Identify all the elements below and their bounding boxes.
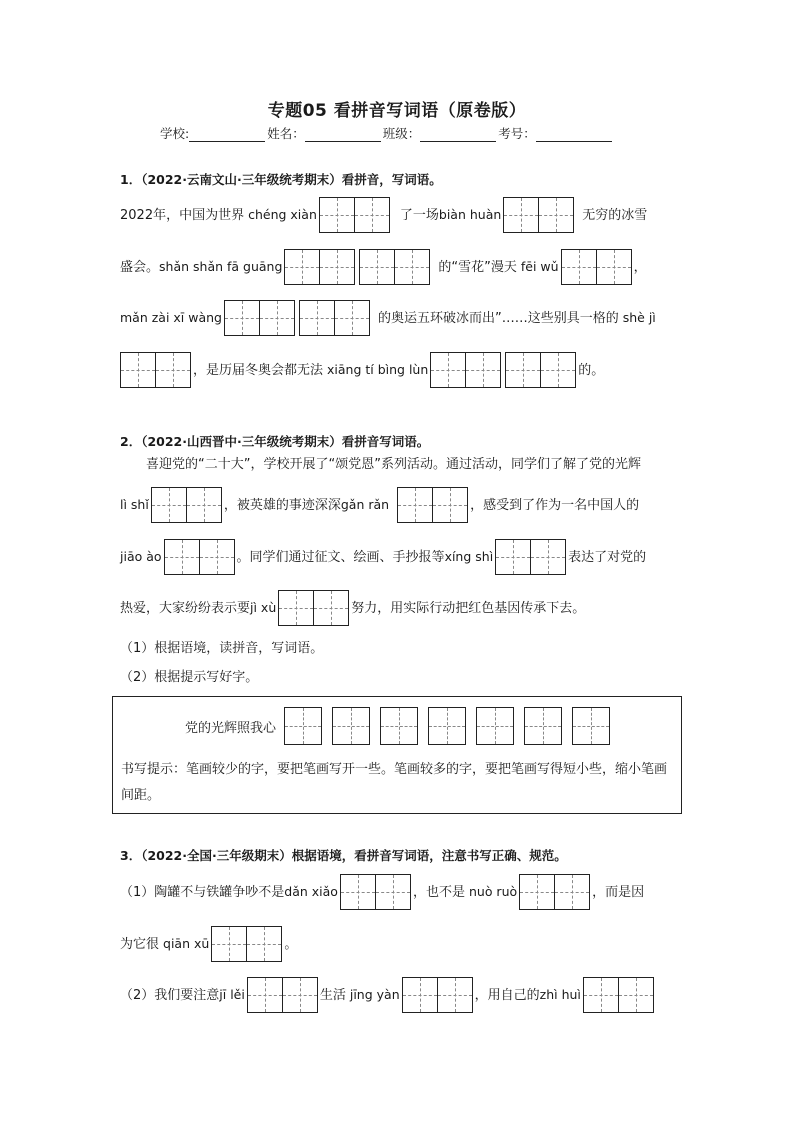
q1-answer-grid-manzaixiwang[interactable]	[224, 300, 295, 336]
q2-text: 努力，用实际行动把红色基因传承下去。	[351, 600, 586, 616]
practice-row	[185, 707, 612, 745]
practice-label: 党的光辉照我心	[185, 720, 277, 736]
q2-pinyin-xingshi: xíng shì	[444, 548, 494, 564]
name-blank[interactable]	[305, 127, 381, 142]
q2-sub-2: （2）根据提示写好字。	[120, 670, 259, 685]
q2-text: 热爱，大家纷纷表示要	[120, 600, 251, 616]
q2-answer-grid-xingshi[interactable]	[495, 539, 566, 575]
q1-pinyin-sheji: shè jì	[622, 309, 656, 325]
class-label: 班级：	[382, 126, 421, 141]
q3-text: 。	[284, 936, 298, 952]
q3-answer-grid-zhihui[interactable]	[583, 977, 654, 1013]
q2-answer-grid-ganran[interactable]	[397, 487, 468, 523]
q1-text: ，	[633, 259, 647, 275]
q3-line-1	[120, 874, 644, 910]
practice-cell[interactable]	[284, 707, 322, 745]
q1-line-2	[120, 249, 647, 285]
q2-answer-grid-lishi[interactable]	[151, 487, 222, 523]
q3-pinyin-danxiao: dǎn xiǎo	[284, 883, 338, 899]
practice-cell[interactable]	[524, 707, 562, 745]
q1-answer-grid-xiangtibinglun-2[interactable]	[505, 352, 576, 388]
q1-pinyin-bianhuan: biàn huàn	[438, 206, 502, 222]
q3-text: ，用自己的	[474, 987, 540, 1003]
q3-pinyin-nuoruo: nuò ruò	[468, 883, 518, 899]
q3-answer-grid-danxiao[interactable]	[340, 874, 411, 910]
writing-tip: 书写提示：笔画较少的字，要把笔画写开一些。笔画较多的字，要把笔画写得短小些，缩小笔画间距。	[121, 762, 668, 803]
q2-text: ，感受到了作为一名中国人的	[470, 497, 640, 513]
q1-text: 2022年，中国为世界	[120, 207, 245, 223]
q2-answer-grid-jixu[interactable]	[278, 590, 349, 626]
q1-answer-grid-feiwu[interactable]	[561, 249, 632, 285]
q3-line-3	[120, 977, 656, 1013]
q2-pinyin-jiaoao: jiāo ào	[120, 548, 162, 564]
q3-text: 生活	[319, 987, 346, 1003]
q2-answer-grid-jiaoao[interactable]	[164, 539, 235, 575]
q3-answer-grid-nuoruo[interactable]	[519, 874, 590, 910]
q2-text: 表达了对党的	[568, 549, 647, 565]
q1-line-1	[120, 197, 647, 233]
q2-text: ，被英雄的事迹深深	[223, 497, 341, 513]
q1-answer-grid-xiangtibinglun[interactable]	[430, 352, 501, 388]
q2-line-3	[120, 590, 585, 626]
q1-text: 的。	[578, 362, 605, 378]
q2-heading: 2．（2022·山西晋中·三年级统考期末）看拼音写词语。	[120, 434, 430, 449]
q1-answer-grid-manzaixiwang-2[interactable]	[299, 300, 370, 336]
q1-text: 的奥运五环破冰而出”……这些别具一格的	[377, 310, 619, 326]
q3-pinyin-jilei: jī lěi	[219, 986, 245, 1002]
q3-text: （2）我们要注意	[120, 987, 220, 1003]
handwriting-practice-box	[112, 696, 682, 814]
q3-text: ，而是因	[592, 884, 645, 900]
class-blank[interactable]	[420, 127, 496, 142]
q1-text: ，是历届冬奥会都无法	[193, 362, 324, 378]
school-blank[interactable]	[189, 127, 265, 142]
practice-cell[interactable]	[332, 707, 370, 745]
q1-pinyin-shanshanfaguang: shǎn shǎn fā guāng	[159, 258, 283, 274]
q2-pinyin-lishi: lì shǐ	[120, 496, 149, 512]
q3-answer-grid-jilei[interactable]	[247, 977, 318, 1013]
q1-pinyin-xiangtibinglun: xiāng tí bìng lùn	[327, 361, 429, 377]
q1-text: 无穷的冰雪	[582, 207, 648, 223]
practice-cell[interactable]	[572, 707, 610, 745]
q1-answer-grid-chengxian[interactable]	[319, 197, 390, 233]
q3-answer-grid-qianxu[interactable]	[211, 926, 282, 962]
q2-text: 。同学们通过征文、绘画、手抄报等	[236, 549, 445, 565]
q2-line-2	[120, 539, 646, 575]
q2-text: 喜迎党的“二十大”，学校开展了“颂党恩”系列活动。通过活动，同学们了解了党的光辉	[146, 457, 641, 472]
q1-line-4	[120, 352, 604, 388]
q1-answer-grid-bianhuan[interactable]	[503, 197, 574, 233]
practice-cell[interactable]	[380, 707, 418, 745]
student-info-line	[160, 124, 614, 142]
name-label: 姓名：	[267, 126, 305, 141]
exam-no-label: 考号：	[498, 126, 536, 141]
exam-no-blank[interactable]	[536, 127, 612, 142]
q1-answer-grid-shanshanfaguang-2[interactable]	[359, 249, 430, 285]
q3-answer-grid-jingyan[interactable]	[402, 977, 473, 1013]
practice-cell[interactable]	[476, 707, 514, 745]
q3-text: （1）陶罐不与铁罐争吵不是	[120, 884, 285, 900]
practice-cell[interactable]	[428, 707, 466, 745]
q1-text: 的“雪花”漫天	[438, 259, 517, 275]
school-label: 学校:	[160, 126, 190, 141]
q1-heading: 1．（2022·云南文山·三年级统考期末）看拼音，写词语。	[120, 172, 442, 187]
q3-heading: 3．（2022·全国·三年级期末）根据语境，看拼音写词语，注意书写正确、规范。	[120, 848, 567, 863]
page-title: 专题05 看拼音写词语（原卷版）	[267, 101, 527, 121]
q2-pinyin-jixu: jì xù	[250, 599, 277, 615]
q2-line-1	[120, 487, 639, 523]
q3-text: 为它很	[120, 936, 160, 952]
q1-answer-grid-shanshanfaguang[interactable]	[284, 249, 355, 285]
q2-intro	[146, 458, 641, 471]
q1-pinyin-feiwu: fēi wǔ	[520, 258, 559, 274]
q3-pinyin-jingyan: jīng yàn	[349, 986, 400, 1002]
q1-text: 盛会。	[120, 259, 160, 275]
q2-sub-1: （1）根据语境，读拼音，写词语。	[120, 641, 324, 656]
q1-text: 了一场	[399, 207, 439, 223]
q3-line-2	[120, 926, 297, 962]
q3-pinyin-qianxu: qiān xū	[163, 935, 210, 951]
q2-pinyin-ganran: gǎn rǎn	[340, 496, 390, 512]
q3-pinyin-zhihui: zhì huì	[539, 986, 581, 1002]
q1-answer-grid-sheji[interactable]	[120, 352, 191, 388]
q1-pinyin-chengxian: chéng xiàn	[248, 206, 317, 222]
q1-pinyin-manzaixiwang: mǎn zài xī wàng	[120, 309, 222, 325]
q3-text: ，也不是	[412, 884, 465, 900]
q1-line-3	[120, 300, 656, 336]
